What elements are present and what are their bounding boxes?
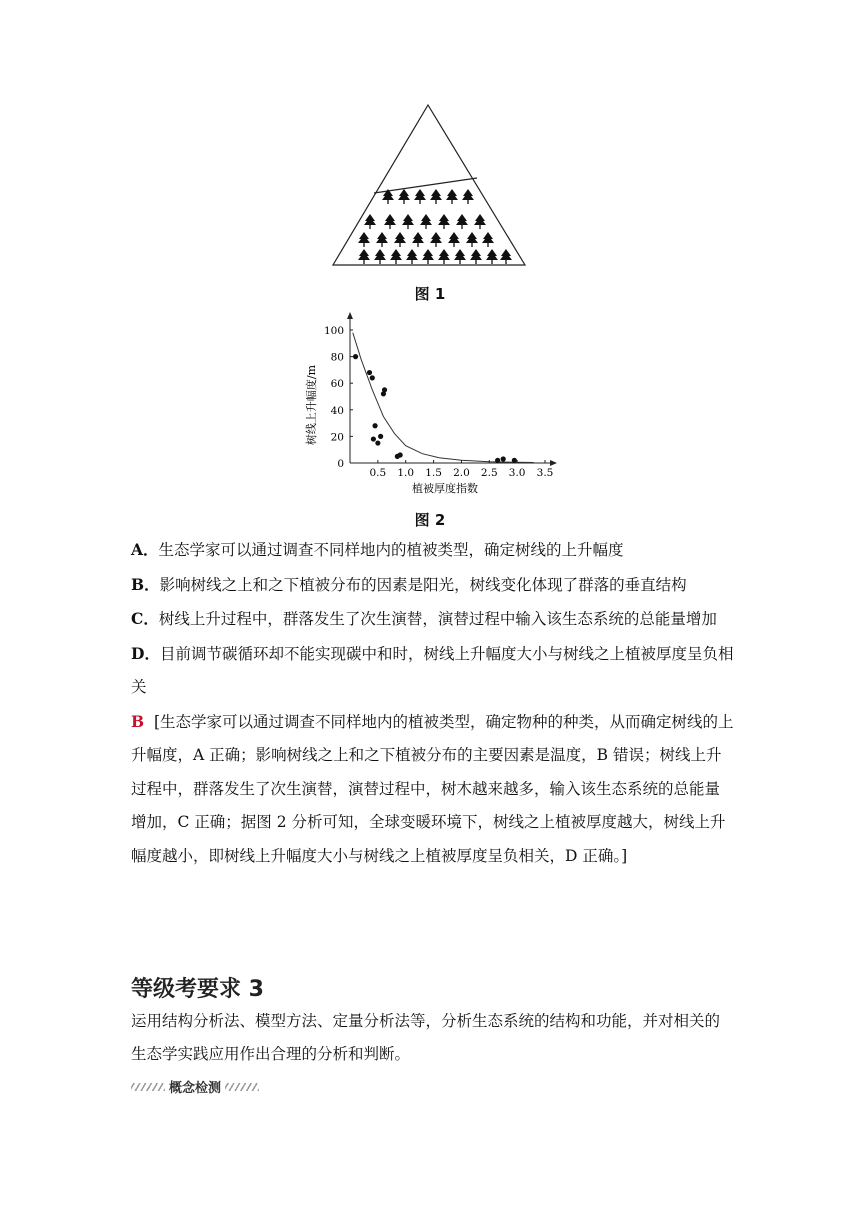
tree-icon [390, 249, 402, 264]
tree-icon [384, 214, 396, 229]
tree-icon [358, 249, 370, 264]
tree-icon [482, 232, 494, 247]
option-d: D．目前调节碳循环却不能实现碳中和时，树线上升幅度大小与树线之上植被厚度呈负相关 [131, 643, 734, 696]
tree-icon [422, 249, 434, 264]
x-tick-label: 2.5 [480, 467, 498, 479]
tree-icon [462, 189, 474, 204]
data-points [353, 354, 517, 463]
figure-1-caption: 图 1 [414, 285, 446, 303]
hatch-decoration-right [225, 1083, 259, 1091]
tick-labels [324, 325, 553, 479]
tree-icon [456, 214, 468, 229]
y-tick-label: 80 [330, 351, 344, 364]
data-point [372, 423, 377, 428]
tree-icon [438, 214, 450, 229]
answer-explanation: B [生态学家可以通过调查不同样地内的植被类型，确定物种的种类，从而确定树线的上升幅度，A 正确；影响树线之上和之下植被分布的主要因素是温度，B 错误；树线上升过程中，群落发生了次生演替，演替过程中，树木越来越多，输入该生态系统的总能量增加，C 正确；据图 2 分析可知，全球变暖环境下，树线之上植被厚度越大，树线上升幅度越小，即树线上升幅度大小与树线之上植被厚度呈负相关，D 正确。] [131, 711, 734, 865]
data-point [371, 436, 376, 441]
tree-icon [414, 189, 426, 204]
tree-icon [474, 214, 486, 229]
x-axis-label: 植被厚度指数 [412, 482, 478, 495]
figure-2-scatter-chart [300, 310, 560, 500]
x-tick-label: 2.0 [453, 467, 470, 479]
data-point [378, 434, 383, 439]
tree-icon [470, 249, 482, 264]
option-a: A．生态学家可以通过调查不同样地内的植被类型，确定树线的上升幅度 [131, 540, 624, 559]
y-axis-label: 树线上升幅度/m [305, 364, 318, 446]
tree-icon [376, 232, 388, 247]
treeline [374, 178, 477, 193]
data-point [375, 440, 380, 445]
x-tick-label: 3.5 [536, 467, 554, 479]
tree-icon [420, 214, 432, 229]
y-axis-arrow [347, 312, 353, 319]
y-tick-label: 0 [337, 458, 344, 470]
data-point [398, 452, 403, 457]
tree-icon [486, 249, 498, 264]
tree-icon [448, 232, 460, 247]
tree-icon [466, 232, 478, 247]
data-point [495, 458, 500, 463]
section-heading: 等级考要求 3 [131, 977, 264, 1002]
figure-2-caption: 图 2 [414, 511, 446, 529]
answer-letter: B [131, 711, 145, 731]
tree-icon [374, 249, 386, 264]
option-b: B．影响树线之上和之下植被分布的因素是阳光，树线变化体现了群落的垂直结构 [131, 574, 687, 594]
data-point [370, 375, 375, 380]
tree-icon [446, 189, 458, 204]
x-tick-label: 1.5 [425, 467, 442, 479]
option-c: C．树线上升过程中，群落发生了次生演替，演替过程中输入该生态系统的总能量增加 [131, 609, 717, 628]
data-point [512, 458, 517, 463]
tree-icon [364, 214, 376, 229]
tree-icon [438, 249, 450, 264]
data-point [501, 456, 506, 461]
tree-icon [398, 189, 410, 204]
tree-icon [430, 189, 442, 204]
y-tick-label: 60 [330, 378, 344, 391]
tree-icon [500, 249, 512, 264]
figure-1-mountain-diagram [330, 100, 530, 270]
x-axis-arrow [550, 460, 557, 466]
tree-icon [406, 249, 418, 264]
tree-icon [412, 232, 424, 247]
tree-icon [394, 232, 406, 247]
x-tick-label: 0.5 [369, 467, 387, 479]
data-point [367, 370, 372, 375]
section-requirement: 运用结构分析法、模型方法、定量分析法等，分析生态系统的结构和功能，并对相关的生态学实践应用作出合理的分析和判断。 [131, 1012, 721, 1063]
tree-icon [430, 232, 442, 247]
concept-check-label: 概念检测 [131, 1077, 259, 1096]
tree-icons [358, 189, 512, 264]
hatch-decoration-left [131, 1083, 165, 1091]
y-tick-label: 100 [323, 325, 344, 337]
tree-icon [454, 249, 466, 264]
tree-icon [358, 232, 370, 247]
data-point [353, 354, 358, 359]
x-tick-label: 1.0 [397, 467, 415, 479]
y-tick-label: 40 [330, 404, 344, 417]
tree-icon [402, 214, 414, 229]
y-tick-label: 20 [330, 431, 344, 444]
x-tick-label: 3.0 [508, 467, 526, 479]
options-block [131, 533, 735, 873]
data-point [382, 387, 387, 392]
